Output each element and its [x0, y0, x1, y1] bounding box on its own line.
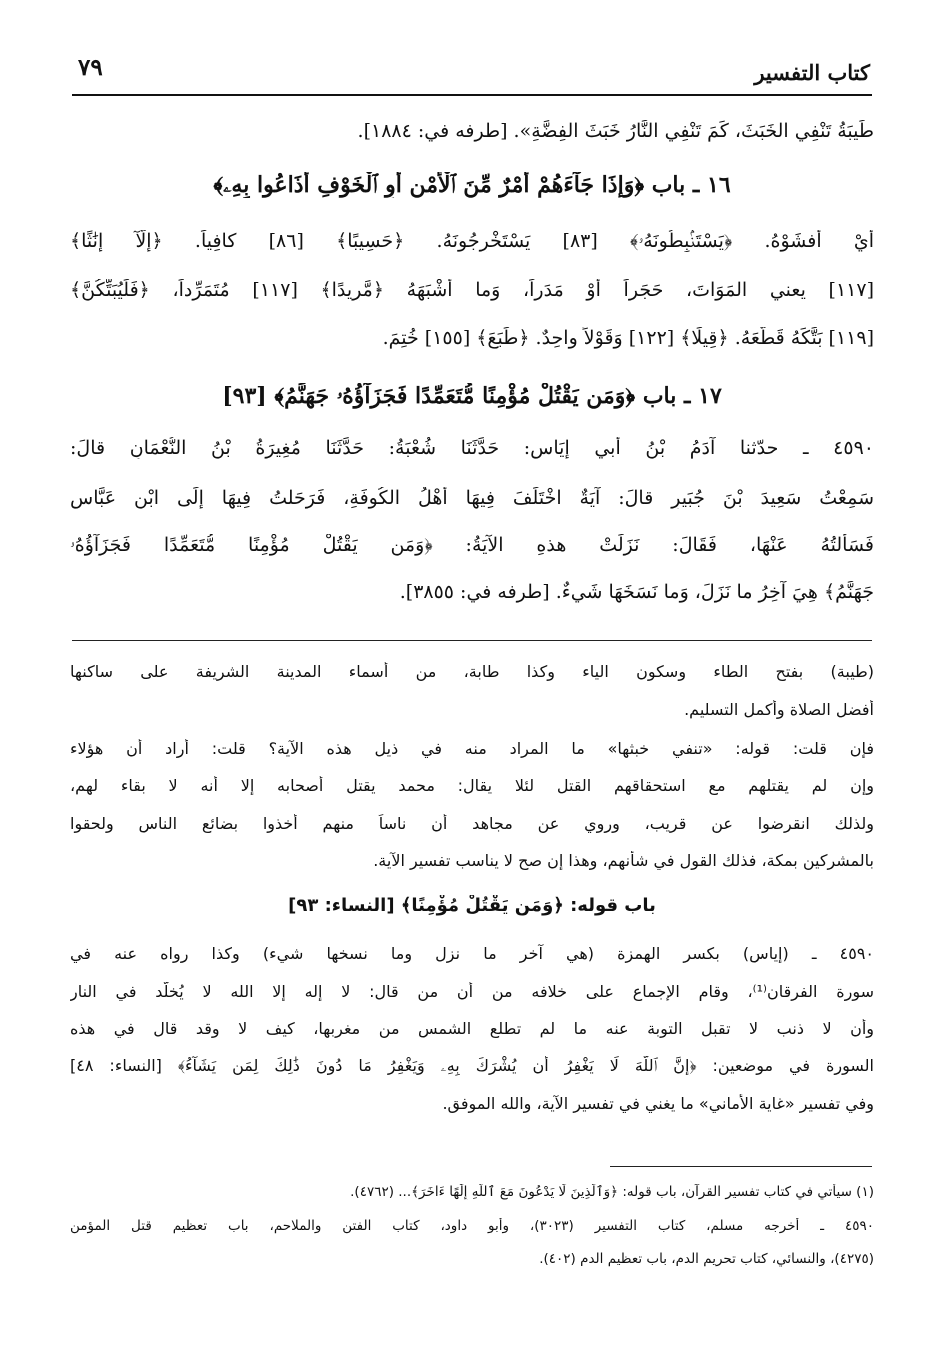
- commentary-line: ولذلك انقرضوا عن قريب، وروي عن مجاهد أن ناساً منهم أخذوا بضائع الناس ولحقوا: [70, 814, 874, 833]
- commentary-line: السورة في موضعين: ﴿إِنَّ ٱللَّهَ لَا يَغْفِرُ أَن يُشْرَكَ بِهِۦ وَيَغْفِرُ مَا دُونَ ذَٰلِكَ لِمَن يَشَآءُ﴾ [النساء: ٤٨]: [70, 1056, 874, 1075]
- commentary-line: فإن قلت: قوله: «تنفي خبثها» ما المراد منه في ذيل هذه الآية؟ قلت: أراد أن هؤلاء: [70, 739, 874, 758]
- page-header: [72, 48, 872, 96]
- chapter-heading-17: ١٧ ـ باب ﴿وَمَن يَقْتُلْ مُؤْمِنًا مُّتَعَمِّدًا فَجَزَآؤُهُۥ جَهَنَّمُ﴾ [٩٣]: [222, 383, 722, 409]
- hadith-line: سَمِعْتُ سَعِيدَ بْنَ جُبَيرٍ قالَ: آيَةٌ اخْتَلَفَ فِيهَا أَهْلُ الكُوفَةِ، فَرَحَلتُ فِيهَا إِلَى ابْنِ عَبَّاسٍ: [70, 487, 874, 509]
- running-title: كتاب التفسير: [754, 60, 870, 85]
- commentary-line: وإن لم يقتلهم مع استحقاقهم القتل لئلا يقال: محمد يقتل أصحابه إلا أنه لا بقاء لهم،: [70, 776, 874, 795]
- section-divider: [72, 640, 872, 641]
- commentary-line: أفضل الصلاة وأكمل التسليم.: [684, 700, 874, 719]
- hadith-line: فَسَأَلتُهُ عَنْهَا، فَقَالَ: نَزَلَتْ هذهِ الآيَةُ: ﴿وَمَن يَقْتُلْ مُؤْمِنًا مُّتَعَمِّدًا فَجَزَآؤُهُۥ: [70, 534, 874, 556]
- text-line: [١١٩] بَتَّكَهُ قَطَّعَهُ. ﴿قِيلًا﴾ [١٢٢] وَقَوْلاً واحِدٌ. ﴿طَبَعَ﴾ [١٥٥] خُتِمَ.: [382, 327, 874, 349]
- footnote-rule: [610, 1166, 872, 1167]
- text-line: [١١٧] يعني المَوَاتَ، حَجَراً أَوْ مَدَراً، وَما أَشْبَهَهُ ﴿مَّرِيدًا﴾ [١١٧] مُتَمَرِّداً، ﴿فَلَيُبَتِّكُنَّ﴾: [70, 279, 874, 301]
- commentary-heading: باب قوله: ﴿وَمَن يَقْتُلْ مُؤْمِنًا﴾ [النساء: ٩٣]: [288, 895, 656, 916]
- footnote-line: (١) سيأتي في كتاب تفسير القرآن، باب قوله: ﴿وَٱلَّذِينَ لَا يَدْعُونَ مَعَ ٱللَّهِ إِلَٰهًا ءَاخَرَ﴾... (٤٧٦٢).: [350, 1184, 874, 1200]
- text-line: طَيبَةُ تَنْفِي الخَبَثَ، كَمَ تَنْفِي النَّارُ خَبَثَ الفِضَّةِ». [طرفه في: ١٨٨٤].: [357, 120, 874, 142]
- commentary-line: ٤٥٩٠ ـ (إياس) بكسر الهمزة (هي آخر ما نزل وما نسخها شيء) وكذا رواه عنه في: [70, 944, 874, 963]
- commentary-line: بالمشركين بمكة، فذلك القول في شأنهم، وهذا إن صح لا يناسب تفسير الآية.: [373, 851, 874, 870]
- commentary-line: وفي تفسير «غاية الأماني» ما يغني في تفسير الآية، والله الموفق.: [442, 1094, 874, 1113]
- commentary-line: سورة الفرقان⁽¹⁾، وقام الإجماع على خلافه من أن من قال: لا إله إلا الله لا يُخلَّد في النار: [70, 982, 874, 1001]
- chapter-heading-16: ١٦ ـ باب ﴿وَإِذَا جَآءَهُمْ أَمْرٌ مِّنَ ٱلْأَمْنِ أَوِ ٱلْخَوْفِ أَذَاعُوا بِهِۦ﴾: [213, 172, 731, 198]
- footnote-line: ٤٥٩٠ ـ أخرجه مسلم، كتاب التفسير (٣٠٢٣)، وأبو داود، كتاب الفتن والملاحم، باب تعظيم قتل المؤمن: [70, 1218, 874, 1234]
- hadith-line: ٤٥٩٠ ـ حدّثنا آدَمُ بْنُ أَبي إِيَاسٍ: حَدَّثَنَا شُعْبَةُ: حَدَّثَنَا مُغِيرَةُ بْنُ النُّعْمَانِ قالَ:: [70, 437, 874, 459]
- commentary-line: وأن لا ذنب لا تقبل التوبة عنه ما لم تطلع الشمس من مغربها، كيف لا وقد قال في هذه: [70, 1019, 874, 1038]
- page-number: ٧٩: [78, 54, 103, 81]
- text-line: أيْ أفشَوْهُ. ﴿يَسْتَنۢبِطُونَهُۥ﴾ [٨٣] يَسْتَخْرِجُونَهُ. ﴿حَسِيبًا﴾ [٨٦] كافِياً. ﴿إِلَّآ إِنَٰثًا﴾: [70, 230, 874, 252]
- footnote-line: (٤٢٧٥)، والنسائي، كتاب تحريم الدم، باب تعظيم الدم (٤٠٢).: [539, 1251, 874, 1267]
- hadith-line: جَهَنَّمُ﴾ هِيَ آخِرُ ما نَزَلَ، وَما نَسَخَهَا شَيءٌ. [طرفه في: ٣٨٥٥].: [399, 581, 874, 603]
- commentary-line: (طيبة) بفتح الطاء وسكون الياء وكذا طابة، من أسماء المدينة الشريفة على ساكنها: [70, 662, 874, 681]
